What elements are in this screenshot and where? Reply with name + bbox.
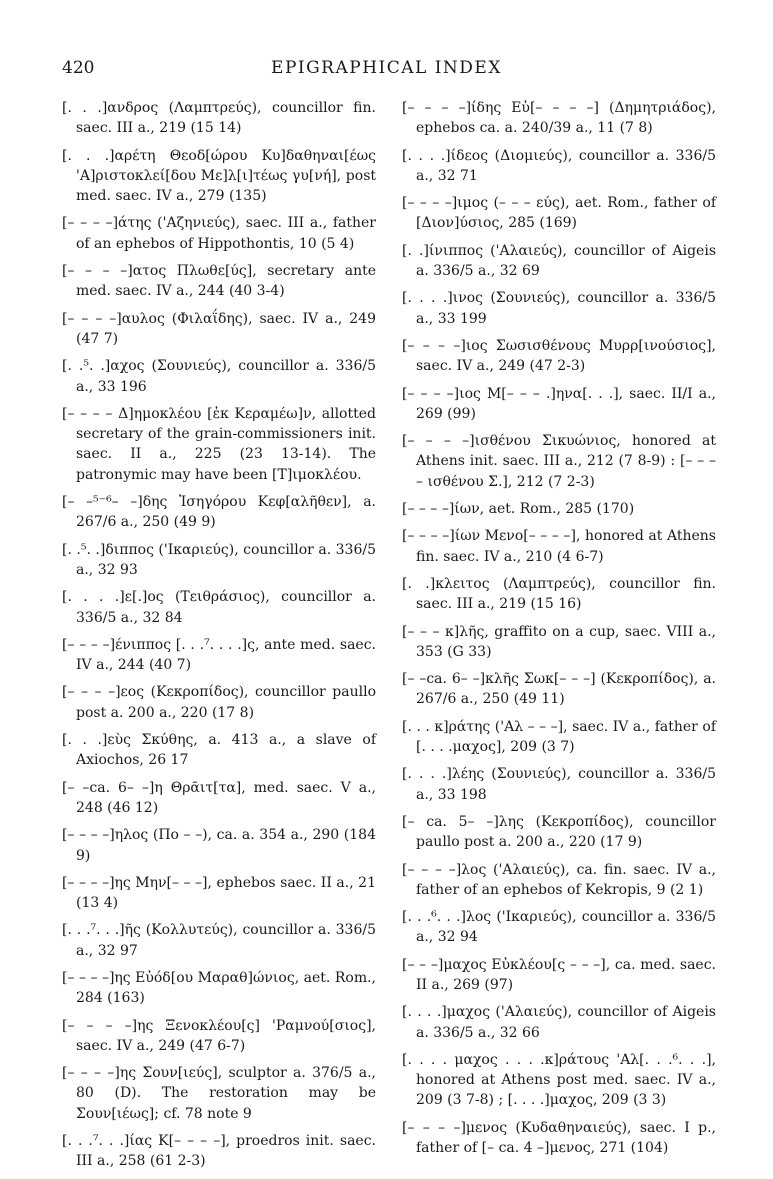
index-entry: [. . .]εὺς Σκύθης, a. 413 a., a slave of Axiochos, 26 17: [62, 732, 376, 769]
index-entry: [. . .⁶. . .]λος ('Ικαριεύς), councillor a. 336/5 a., 32 94: [402, 909, 716, 946]
left-column: [62, 98, 376, 1179]
index-entry: [– – – –]ίδης Εὐ[– – – –] (Δημητριάδος), ephebos ca. a. 240/39 a., 11 (7 8): [402, 100, 716, 137]
index-entry: [. .⁵. .]διππος ('Ικαριεύς), councillor a. 336/5 a., 32 93: [62, 541, 376, 578]
index-entry: [– – – –]λος ('Αλαιεύς), ca. fin. saec. IV a., father of an ephebos of Kekropis, 9 (2 1): [402, 861, 716, 898]
index-entry: [– – – –]μενος (Κυδαθηναιεύς), saec. I p., father of [– ca. 4 –]μενος, 271 (104): [402, 1119, 716, 1157]
index-entry: [– ca. 5– –]λης (Κεκροπίδος), councillor paullo post a. 200 a., 220 (17 9): [402, 813, 716, 851]
index-entry: [– – – κ]λῆς, graffito on a cup, saec. VIII a., 353 (G 33): [402, 623, 716, 660]
index-entry: [. . .]αρέτη Θεοδ[ώρου Κυ]δαθηναι[έως 'Α]ριστοκλεί[δου Με]λ[ι]τέως γυ[νή], post med. saec. IV a., 279 (135): [62, 147, 376, 205]
index-entry: [. . . .]ίδεος (Διομιεύς), councillor a. 336/5 a., 32 71: [402, 147, 716, 184]
index-entry: [– – – –]ίων Μενο[– – – –], honored at Athens fin. saec. IV a., 210 (4 6-7): [402, 528, 716, 565]
index-entry: [– – – –]ίων, aet. Rom., 285 (170): [402, 501, 635, 518]
index-entry: [– – – –]ης Μην[– – –], ephebos saec. II a., 21 (13 4): [62, 874, 376, 912]
running-title: EPIGRAPHICAL INDEX: [271, 58, 502, 78]
index-entry: [– – – –]ιμος (– – – εύς), aet. Rom., father of [Διον]ύσιος, 285 (169): [402, 195, 716, 232]
index-entry: [– – – –]ης Ξενοκλέου[ς] 'Ραμνού[σιος], saec. IV a., 249 (47 6-7): [62, 1017, 376, 1054]
index-entry: [– – –]μαχος Εὐκλέου[ς – – –], ca. med. saec. II a., 269 (97): [402, 956, 716, 993]
right-column: [402, 98, 716, 1165]
index-entry: [– – – –]άτης ('Αζηνιεύς), saec. III a., father of an ephebos of Hippothontis, 10 (5 4): [62, 215, 376, 252]
index-entry: [. .]ίνιππος ('Αλαιεύς), councillor of Aigeis a. 336/5 a., 32 69: [402, 242, 716, 280]
index-entry: [. . .⁷. . .]ῆς (Κολλυτεύς), councillor a. 336/5 a., 32 97: [62, 922, 376, 959]
page-number: 420: [62, 58, 95, 78]
index-entry: [. . . .]ε[.]ος (Τειθράσιος), councillor a. 336/5 a., 32 84: [62, 589, 376, 626]
index-entry: [. . . .]λέης (Σουνιεύς), councillor a. 336/5 a., 33 198: [402, 766, 716, 803]
index-entry: [– – – –]αυλος (Φιλαΐδης), saec. IV a., 249 (47 7): [62, 310, 376, 347]
index-entry: [. . .]ανδρος (Λαμπτρεύς), councillor fin. saec. III a., 219 (15 14): [62, 100, 376, 137]
index-entry: [. .]κλειτος (Λαμπτρεύς), councillor fin. saec. III a., 219 (15 16): [402, 575, 716, 613]
index-entry: [– – – –]ιος Μ[– – – .]ηνα[. . .], saec. II/I a., 269 (99): [402, 385, 716, 422]
index-entry: [– – – –]ης Σουν[ιεύς], sculptor a. 376/5 a., 80 (D). The restoration may be Σουν[ιέως]; cf. 78 note 9: [62, 1065, 376, 1122]
index-entry: [– – – –]ιος Σωσισθένους Μυρρ[ινούσιος], saec. IV a., 249 (47 2-3): [402, 337, 716, 375]
index-entry: [– –ca. 6– –]κλῆς Σωκ[– – –] (Κεκροπίδος), a. 267/6 a., 250 (49 11): [402, 671, 716, 708]
index-entry: [– – – –]ένιππος [. . .⁷. . . .]ς, ante med. saec. IV a., 244 (40 7): [62, 636, 376, 674]
index-entry: [– – – –]ισθένου Σικυώνιος, honored at Athens init. saec. III a., 212 (7 8-9) : [– – – – ισθένου Σ.], 212 (7 2-3): [402, 433, 716, 490]
index-entry: [– – – –]εος (Κεκροπίδος), councillor paullo post a. 200 a., 220 (17 8): [62, 684, 376, 721]
index-entry: [– – – –]ατος Πλωθε[ύς], secretary ante med. saec. IV a., 244 (40 3-4): [62, 263, 376, 300]
index-entry: [– – – – Δ]ημοκλέου [ἐκ Κεραμέω]ν, allotted secretary of the grain-commissioners init. saec. II a., 225 (23 13-14). The patronymic may have been [Τ]ιμοκλέου.: [62, 405, 376, 483]
index-entry: [. . . κ]ράτης ('Αλ – – –], saec. IV a., father of [. . . .μαχος], 209 (3 7): [402, 718, 716, 756]
index-entry: [– – – –]ης Εὐόδ[ου Μαραθ]ώνιος, aet. Rom., 284 (163): [62, 969, 376, 1007]
index-entry: [. .⁵. .]αχος (Σουνιεύς), councillor a. 336/5 a., 33 196: [62, 358, 376, 395]
index-entry: [– –⁵⁻⁶– –]δης Ἰσηγόρου Κεφ[αλῆθεν], a. 267/6 a., 250 (49 9): [62, 494, 376, 531]
index-entry: [. . . .]ινος (Σουνιεύς), councillor a. 336/5 a., 33 199: [402, 290, 716, 327]
page-header: [62, 58, 711, 84]
index-entry: [– – – –]ηλος (Πο – –), ca. a. 354 a., 290 (184 9): [62, 827, 376, 864]
index-entry: [. . .⁷. . .]ίας Κ[– – – –], proedros init. saec. III a., 258 (61 2-3): [62, 1133, 376, 1170]
index-entry: [– –ca. 6– –]η Θρᾶιτ[τα], med. saec. V a., 248 (46 12): [62, 779, 376, 816]
index-entry: [. . . . μαχος . . . .κ]ράτους 'Αλ[. . .⁶. . .], honored at Athens post med. saec. IV a., 209 (3 7-8) ; [. . . .]μαχος, 209 (3 3): [402, 1051, 716, 1109]
index-entry: [. . . .]μαχος ('Αλαιεύς), councillor of Aigeis a. 336/5 a., 32 66: [402, 1004, 716, 1041]
